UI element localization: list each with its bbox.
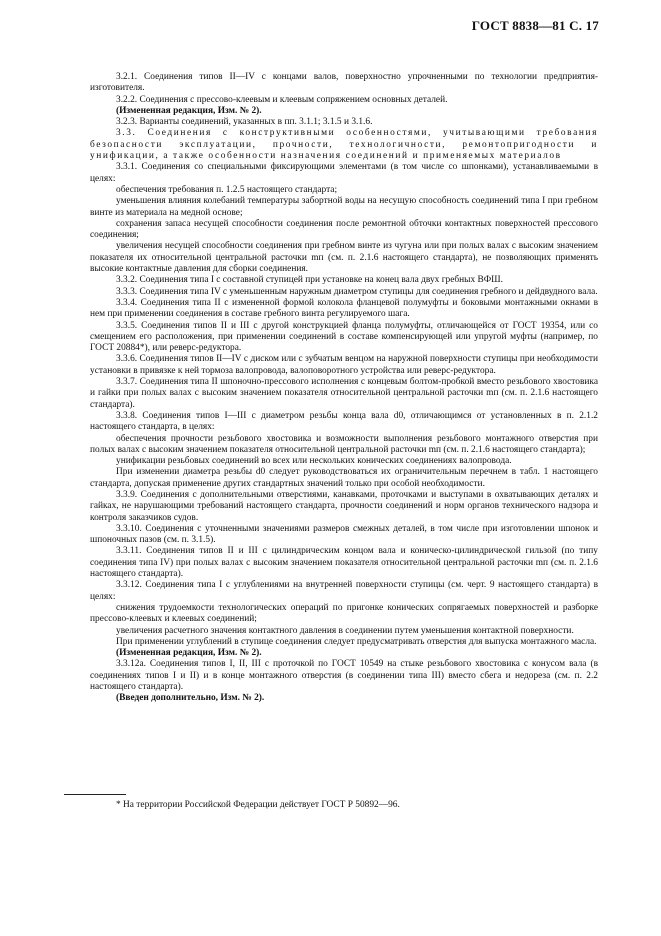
list-item: сохранения запаса несущей способности соединения после ремонтной обточки контактных поверхностей прессового соединения; bbox=[90, 218, 598, 241]
amendment-note: (Измененная редакция, Изм. № 2). bbox=[116, 105, 262, 116]
paragraph-3-3-11: 3.3.11. Соединения типов II и III с цилиндрическим концом вала и коническо-цилиндрической гильзой (по типу соединения типа IV) при полых валах с высоким значением показателя относительной центральной расточки mп (см. п. 2.1.6 настоящего стандарта). bbox=[90, 546, 598, 580]
paragraph-3-3-1: 3.3.1. Соединения со специальными фиксирующими элементами (в том числе со шпонками), устанавливаемыми в целях: bbox=[90, 162, 598, 184]
paragraph-text: При применении углублений в ступице соединения следует предусматривать отверстия для выпуска монтажного масла. bbox=[116, 636, 597, 647]
paragraph-3-3-9: 3.3.9. Соединения с дополнительными отверстиями, канавками, проточками и выступами в охватывающих деталях и гайках, не нарушающими требований настоящего стандарта, прочности соединений и норм органов технического надзора и контроля заказчиков судов. bbox=[90, 489, 598, 523]
paragraph-3-3-7: 3.3.7. Соединения типа II шпоночно-прессового исполнения с концевым болтом-пробкой вместо резьбового хвостовика и гайки при полых валах с высоким значением показателя относительной центральной расточки mп (см. п. 2.1.6 настоящего стандарта). bbox=[90, 377, 598, 410]
page-header: ГОСТ 8838—81 С. 17 bbox=[471, 18, 599, 33]
paragraph-3-2-3: 3.2.3. Варианты соединений, указанных в пп. 3.1.1; 3.1.5 и 3.1.6. bbox=[116, 117, 373, 128]
paragraph-3-3-3: 3.3.3. Соединения типа IV с уменьшенным наружным диаметром ступицы для соединения гребного и дейдвудного вала. bbox=[116, 286, 598, 297]
list-item: обеспечения требования п. 1.2.5 настоящего стандарта; bbox=[116, 184, 338, 195]
footnote: * На территории Российской Федерации действует ГОСТ Р 50892—96. bbox=[116, 800, 400, 810]
footnote-divider bbox=[64, 794, 126, 795]
list-item: обеспечения прочности резьбового хвостовика и возможности выполнения резьбового монтажного отверстия при полых валах с высоким значением показателя относительной центральной расточки mп (см. п. 2.1.6 настоящего стандарта); bbox=[90, 433, 598, 455]
paragraph-3-3-12: 3.3.12. Соединения типа I с углублениями на внутренней поверхности ступицы (см. черт. 9 настоящего стандарта) в целях: bbox=[90, 580, 598, 602]
paragraph-3-2-1: 3.2.1. Соединения типов II—IV с концами валов, поверхностно упрочненными по технологии предприятия-изготовителя. bbox=[90, 72, 598, 94]
paragraph-3-2-2: 3.2.2. Соединения с прессово-клеевым и клеевым сопряжением основных деталей. bbox=[116, 94, 448, 105]
list-item: снижения трудоемкости технологических операций по пригонке конических сопрягаемых поверхностей и разборке прессово-клеевых и клеевых соединений; bbox=[90, 602, 598, 625]
paragraph-3-3-6: 3.3.6. Соединения типов II—IV с диском или с зубчатым венцом на наружной поверхности ступицы при необходимости установки в привязке к ней тормоза валопровода, валоповоротного устройства или реверс-редуктора. bbox=[90, 354, 598, 376]
amendment-note: (Введен дополнительно, Изм. № 2). bbox=[116, 693, 265, 704]
paragraph-3-3-2: 3.3.2. Соединения типа I с составной ступицей при установке на конец вала двух гребных ВФШ. bbox=[116, 275, 503, 286]
document-body bbox=[90, 72, 598, 705]
paragraph-3-3-10: 3.3.10. Соединения с уточненными значениями размеров смежных деталей, в том числе при изготовлении шпонок и шпоночных пазов (см. п. 3.1.5). bbox=[90, 523, 598, 546]
paragraph-3-3-5: 3.3.5. Соединения типов II и III с другой конструкцией фланца полумуфты, отличающейся от ГОСТ 19354, или со смещением его расположения, при применении соединений в составе компенсирующей или упругой муфты (например, по ГОСТ 20884*), или реверс-редуктора. bbox=[90, 320, 598, 354]
paragraph-3-3-8: 3.3.8. Соединения типов I—III с диаметром резьбы конца вала d0, отличающимся от установленных в п. 2.1.2 настоящего стандарта, в целях: bbox=[90, 410, 598, 433]
list-item: уменьшения влияния колебаний температуры забортной воды на несущую способность соединений типа I при гребном винте из материала на медной основе; bbox=[90, 196, 598, 218]
paragraph-text: При изменении диаметра резьбы d0 следует руководствоваться их ограничительным перечнем в табл. 1 настоящего стандарта, допуская применение других стандартных значений только при особой необходимости. bbox=[90, 467, 598, 489]
list-item: увеличения несущей способности соединения при гребном винте из чугуна или при полых валах с высоким значением показателя их относительной центральной расточки mп (см. п. 2.1.6 настоящего стандарта), не позволяющих применять высокие контактные давления для сборки соединения. bbox=[90, 241, 598, 275]
list-item: унификации резьбовых соединений во всех или нескольких конических соединениях валопровода. bbox=[116, 456, 512, 467]
paragraph-3-3-4: 3.3.4. Соединения типа II с измененной формой колокола фланцевой полумуфты и боковыми монтажными окнами в нем при применении соединения в составе гребного винта регулируемого шага. bbox=[90, 297, 598, 320]
list-item: увеличения расчетного значения контактного давления в соединении путем уменьшения контактной поверхности. bbox=[116, 625, 574, 636]
paragraph-3-3-12a: 3.3.12а. Соединения типов I, II, III с проточкой по ГОСТ 10549 на стыке резьбового хвостовика с конусом вала (в соединениях типов I и II) и в конце монтажного отверстия (в соединении типа III) вместо сбега и недореза (см. п. 2.2 настоящего стандарта). bbox=[90, 659, 598, 693]
section-heading-3-3: 3.3. Соединения с конструктивными особенностями, учитывающими требования безопасности эксплуатации, прочности, технологичности, ремонтопригодности и унификации, а также особенности назначения соединений и применяемых материалов bbox=[90, 128, 598, 162]
amendment-note: (Измененная редакция, Изм. № 2). bbox=[116, 648, 262, 659]
